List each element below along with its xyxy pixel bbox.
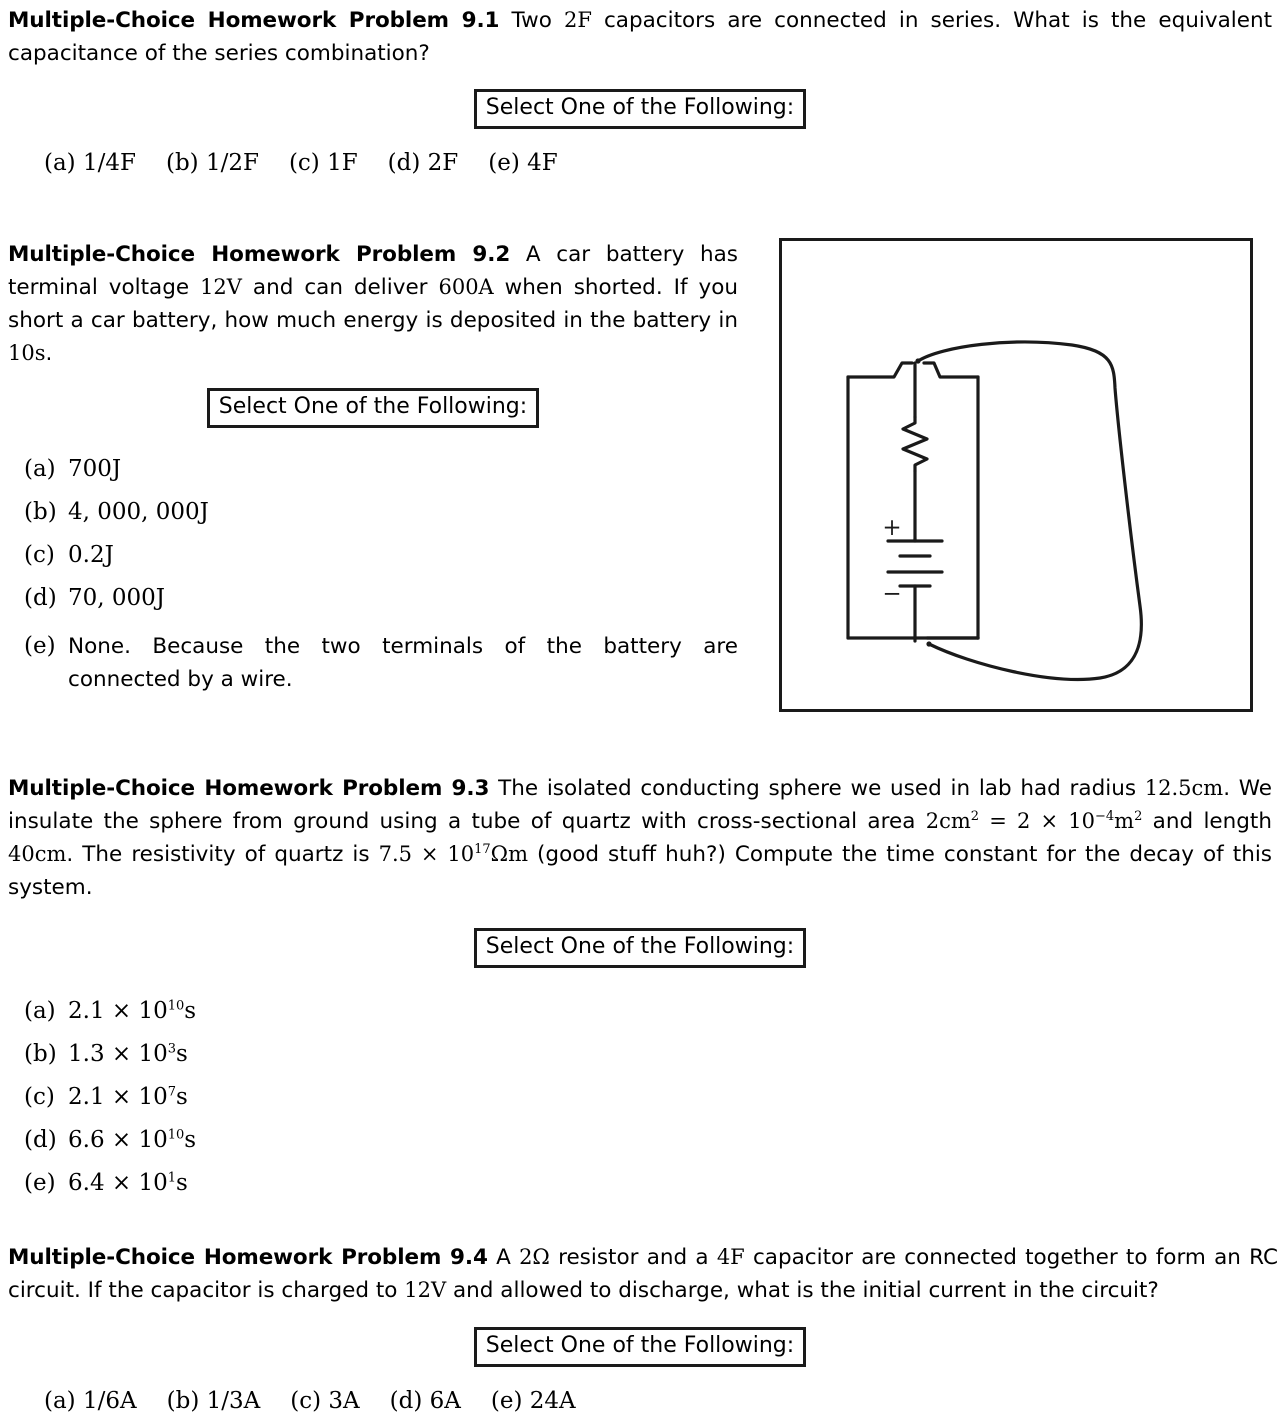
option-exponent: 7 — [167, 1084, 177, 1100]
option-label: (d) — [389, 1388, 423, 1414]
option-value: 1/6A — [82, 1388, 137, 1414]
value-2ohm: 2Ω — [519, 1245, 550, 1269]
option-value: None. Because the two terminals of the battery are connected by a wire. — [68, 634, 738, 692]
problem-9-3-statement — [8, 772, 1272, 904]
problem-9-2-text: A car battery has terminal voltage 12V and can deliver 600A when shorted. If you short a car battery, how much energy is deposited in the battery in 10s. — [8, 242, 738, 366]
problem-9-1-statement — [8, 4, 1272, 70]
option-mantissa: 1.3 × 10 — [68, 1041, 168, 1067]
option-unit: s — [176, 1041, 188, 1067]
option-9-1-b[interactable] — [166, 150, 259, 176]
option-value: 4, 000, 000J — [68, 499, 209, 525]
option-exponent: 10 — [167, 1127, 185, 1143]
option-mantissa: 6.4 × 10 — [68, 1170, 168, 1196]
problem-9-3-options — [8, 990, 1278, 1205]
option-9-3-d[interactable] — [24, 1119, 1278, 1162]
option-unit: s — [184, 1127, 197, 1153]
option-label: (d) — [24, 1127, 57, 1153]
option-unit: s — [176, 1170, 188, 1196]
exp-2b: 2 — [1134, 809, 1143, 824]
option-value: 1/4F — [82, 150, 136, 176]
option-label: (b) — [24, 499, 57, 525]
option-value: 3A — [328, 1388, 360, 1414]
option-9-4-d[interactable] — [390, 1388, 461, 1414]
option-9-1-d[interactable] — [388, 150, 459, 176]
option-value: 700J — [68, 456, 122, 482]
problem-9-4-statement — [8, 1241, 1278, 1307]
option-label: (b) — [166, 1388, 200, 1414]
battery-plus-label: + — [882, 515, 902, 541]
problem-9-2-column — [8, 238, 738, 696]
option-9-2-c[interactable] — [24, 534, 738, 577]
option-9-2-d[interactable] — [24, 577, 738, 620]
option-label: (c) — [24, 1084, 55, 1110]
problem-9-4-title: Multiple-Choice Homework Problem 9.4 — [8, 1245, 488, 1270]
problem-9-2-select-box: Select One of the Following: — [207, 388, 539, 428]
option-label: (d) — [387, 150, 421, 176]
option-label: (e) — [490, 1388, 523, 1414]
shorting-wire — [918, 342, 1141, 679]
value-length: 40cm — [8, 842, 67, 866]
option-9-2-a[interactable] — [24, 448, 738, 491]
option-unit: s — [184, 998, 197, 1024]
option-label: (a) — [24, 998, 56, 1024]
option-value: 1/3A — [206, 1388, 261, 1414]
problem-9-2 — [8, 238, 1278, 696]
option-value — [68, 1162, 1278, 1205]
problem-9-4-select-wrap — [8, 1327, 1272, 1367]
option-value: 2F — [427, 150, 459, 176]
option-value: 6A — [429, 1388, 461, 1414]
option-9-3-c[interactable] — [24, 1076, 1278, 1119]
problem-9-3-select-box: Select One of the Following: — [474, 928, 806, 968]
problem-9-3-select-wrap — [8, 928, 1272, 968]
problem-9-4-text: A 2Ω resistor and a 4F capacitor are connected together to form an RC circuit. If the capacitor is charged to 12V and allowed to discharge, what is the initial current in the circuit? — [8, 1245, 1279, 1303]
option-label: (a) — [44, 150, 76, 176]
option-unit: s — [176, 1084, 188, 1110]
option-exponent: 10 — [167, 998, 185, 1014]
option-value: 70, 000J — [68, 585, 166, 611]
option-label: (c) — [24, 542, 55, 568]
value-600A: 600A — [438, 275, 494, 299]
option-value: 1/2F — [205, 150, 259, 176]
option-9-2-b[interactable] — [24, 491, 738, 534]
option-9-1-e[interactable] — [488, 150, 557, 176]
value-resistivity: $7.5 \times 10^{17}\Omega m$ — [378, 842, 528, 866]
value-radius: 12.5cm — [1144, 776, 1224, 800]
value-4F: 4F — [716, 1245, 745, 1269]
option-label: (c) — [288, 150, 320, 176]
option-9-4-b[interactable] — [167, 1388, 261, 1414]
problem-9-2-figure — [779, 238, 1253, 712]
resistor-icon — [903, 417, 927, 471]
option-label: (b) — [165, 150, 199, 176]
option-exponent: 1 — [167, 1170, 177, 1186]
option-value: 24A — [529, 1388, 576, 1414]
option-value — [68, 1076, 1278, 1119]
problem-9-4-options — [8, 1388, 1278, 1414]
value-area: $2cm^2 = 2 \times 10^{-4}m^2$ — [925, 809, 1143, 833]
option-9-1-c[interactable] — [289, 150, 358, 176]
option-9-3-a[interactable] — [24, 990, 1278, 1033]
problem-9-3-title: Multiple-Choice Homework Problem 9.3 — [8, 776, 490, 801]
problem-9-4-select-box: Select One of the Following: — [474, 1327, 806, 1367]
value-10s: 10s — [8, 341, 46, 365]
option-label: (e) — [24, 633, 56, 659]
problem-9-2-statement — [8, 238, 738, 370]
option-label: (e) — [24, 1170, 56, 1196]
option-9-4-c[interactable] — [290, 1388, 359, 1414]
exp-neg4: −4 — [1094, 809, 1115, 824]
shorted-battery-circuit-svg — [782, 241, 1250, 709]
node-bottom-joint — [926, 641, 931, 646]
problem-9-1-options — [8, 150, 1278, 176]
problem-9-1-text: Two 2F capacitors are connected in series. What is the equivalent capacitance of the series combination? — [8, 8, 1273, 66]
problem-9-2-options — [8, 448, 738, 696]
problem-9-3 — [8, 772, 1278, 1205]
option-label: (a) — [44, 1388, 76, 1414]
option-exponent: 3 — [167, 1041, 177, 1057]
option-mantissa: 2.1 × 10 — [68, 1084, 168, 1110]
option-value — [68, 1119, 1278, 1162]
option-label: (d) — [24, 585, 57, 611]
problem-9-4 — [8, 1241, 1278, 1414]
value-12V-b: 12V — [404, 1278, 447, 1302]
exp-2: 2 — [970, 809, 980, 824]
value-12V: 12V — [200, 275, 242, 299]
option-9-4-e[interactable] — [491, 1388, 576, 1414]
option-9-3-e[interactable] — [24, 1162, 1278, 1205]
problem-9-1-select-box: Select One of the Following: — [474, 89, 806, 129]
wire-top-right-hop — [924, 363, 978, 377]
option-label: (b) — [24, 1041, 57, 1067]
option-value — [68, 1033, 1278, 1076]
option-mantissa: 2.1 × 10 — [68, 998, 168, 1024]
problem-9-1-select-wrap — [8, 89, 1272, 129]
problem-9-2-select-wrap — [8, 388, 738, 428]
problem-9-1-title: Multiple-Choice Homework Problem 9.1 — [8, 8, 500, 33]
option-label: (a) — [24, 456, 56, 482]
node-top-joint — [915, 358, 920, 363]
problem-9-1 — [8, 4, 1278, 176]
option-mantissa: 6.6 × 10 — [68, 1127, 168, 1153]
option-9-1-a[interactable] — [44, 150, 136, 176]
problem-9-3-text: The isolated conducting sphere we used in lab had radius 12.5cm. We insulate the sphere from ground using a tube of quartz with cross-sectional area $2cm^2 = 2 \times 10^{-4}m^2$ and length 40cm. The resistivity of quartz is $7.5 \times 10^{17}\Omega m$ (good stuff huh?) Compute the time constant for the decay of this system. — [8, 776, 1273, 900]
option-value — [68, 990, 1278, 1033]
option-9-4-a[interactable] — [44, 1388, 137, 1414]
option-9-3-b[interactable] — [24, 1033, 1278, 1076]
option-value: 4F — [527, 150, 558, 176]
option-value: 0.2J — [68, 542, 114, 568]
value-2F: 2F — [563, 8, 592, 32]
problem-9-2-title: Multiple-Choice Homework Problem 9.2 — [8, 242, 511, 267]
option-value: 1F — [327, 150, 358, 176]
wire-top-left-hop — [848, 363, 912, 377]
option-9-2-e[interactable] — [24, 630, 738, 696]
option-label: (c) — [290, 1388, 322, 1414]
battery-minus-label: − — [882, 581, 902, 607]
option-label: (e) — [488, 150, 520, 176]
exp-17: 17 — [474, 842, 491, 857]
